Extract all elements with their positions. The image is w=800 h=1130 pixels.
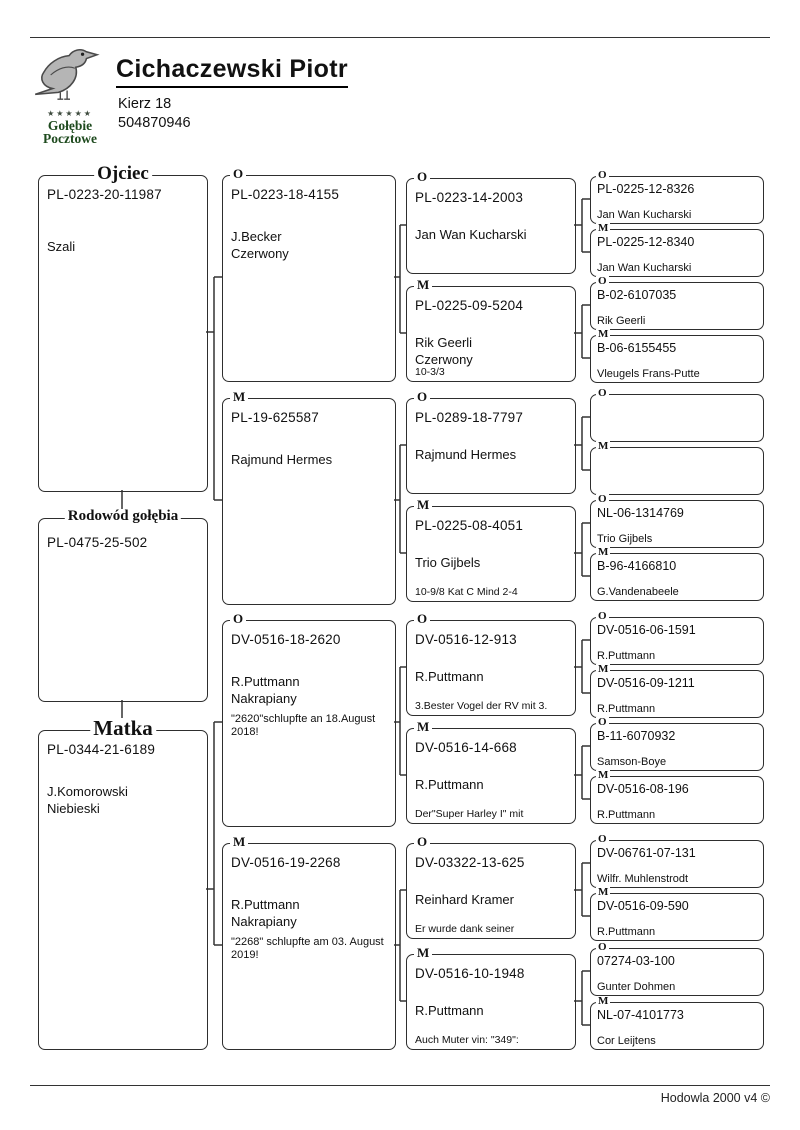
- ring-number: DV-0516-14-668: [415, 740, 517, 755]
- parent-label: M: [598, 663, 609, 675]
- pigeon-icon: [30, 46, 110, 104]
- color-line: Niebieski: [47, 801, 100, 816]
- bird-note: 3.Bester Vogel der RV mit 3.: [415, 700, 548, 712]
- ring-number: NL-07-4101773: [597, 1008, 684, 1022]
- gen3-box-5: [406, 611, 576, 716]
- bird-name: Jan Wan Kucharski: [597, 262, 692, 274]
- bird-name: Wilfr. Muhlenstrodt: [597, 873, 689, 885]
- ring-number: DV-0516-19-2268: [231, 855, 341, 870]
- parent-label: O: [598, 833, 607, 845]
- parent-label: O: [414, 835, 430, 848]
- bird-name: G.Vandenabeele: [597, 586, 679, 598]
- breeder-name-title: Cichaczewski Piotr: [116, 55, 348, 88]
- subject-box: [38, 508, 208, 702]
- parent-label: M: [414, 946, 432, 959]
- bird-line-1: Jan Wan Kucharski: [415, 227, 527, 242]
- ring-number: DV-06761-07-131: [597, 846, 696, 860]
- ring-number: PL-19-625587: [231, 410, 319, 425]
- ring-number: PL-0289-18-7797: [415, 410, 524, 425]
- mother-box: [38, 716, 208, 1050]
- gen3-box-6: [406, 719, 576, 824]
- parent-label: O: [230, 612, 246, 625]
- bird-note: Der"Super Harley I" mit: [415, 808, 524, 820]
- parent-label: O: [414, 612, 430, 625]
- bird-name: Samson-Boye: [597, 756, 667, 768]
- ring-number: B-06-6155455: [597, 341, 677, 355]
- bird-line-1: J.Becker: [231, 229, 282, 244]
- gen4-box-15: [590, 941, 764, 996]
- ring-number: PL-0225-09-5204: [415, 298, 524, 313]
- breeder-address: Kierz 18: [118, 96, 172, 112]
- parent-label: M: [414, 498, 432, 511]
- bird-line-1: Rik Geerli: [415, 335, 473, 350]
- bird-line-1: Trio Gijbels: [415, 555, 481, 570]
- gen3-box-4: [406, 497, 576, 602]
- ring-number: PL-0475-25-502: [47, 535, 148, 550]
- bird-name: Jan Wan Kucharski: [597, 209, 692, 221]
- breeder-line: J.Komorowski: [47, 784, 128, 799]
- gen4-box-7: [590, 493, 764, 548]
- ring-number: NL-06-1314769: [597, 506, 684, 520]
- bird-name: Vleugels Frans-Putte: [597, 368, 700, 380]
- gen4-box-12: [590, 769, 764, 824]
- gen4-box-11: [590, 716, 764, 771]
- parent-label: O: [598, 169, 607, 181]
- footer-divider: [30, 1085, 770, 1086]
- parent-label: M: [598, 222, 609, 234]
- parent-label: O: [598, 387, 607, 399]
- bird-line-1: Rajmund Hermes: [415, 447, 517, 462]
- ring-number: DV-0516-12-913: [415, 632, 517, 647]
- father-box: [38, 163, 208, 492]
- bird-note: 10-3/3: [415, 366, 445, 378]
- club-logo: [26, 46, 114, 145]
- parent-label: M: [598, 995, 609, 1007]
- gen3-box-2: [406, 277, 576, 382]
- parent-label: O: [598, 610, 607, 622]
- gen4-box-10: [590, 663, 764, 718]
- bird-note: Auch Muter vin: "349":: [415, 1034, 519, 1046]
- header-divider: [30, 37, 770, 38]
- logo-word-1: Gołębie: [47, 118, 93, 133]
- ring-number: PL-0223-14-2003: [415, 190, 524, 205]
- parent-label: M: [598, 546, 609, 558]
- parent-label: M: [414, 720, 432, 733]
- gen4-box-13: [590, 833, 764, 888]
- bird-line-1: Rajmund Hermes: [231, 452, 333, 467]
- parent-label: M: [230, 835, 248, 848]
- bird-name: Gunter Dohmen: [597, 981, 676, 993]
- gen4-box-9: [590, 610, 764, 665]
- parent-label: M: [598, 440, 609, 452]
- gen3-box-7: [406, 834, 576, 939]
- bird-name: Cor Leijtens: [597, 1035, 656, 1047]
- gen3-box-1: [406, 169, 576, 274]
- ring-number: B-11-6070932: [597, 729, 676, 743]
- bird-note: 10-9/8 Kat C Mind 2-4: [415, 586, 518, 598]
- mother-label: Matka: [90, 718, 156, 739]
- bird-line-1: R.Puttmann: [231, 897, 300, 912]
- parent-label: M: [414, 278, 432, 291]
- ring-number: DV-0516-10-1948: [415, 966, 525, 981]
- bird-name: R.Puttmann: [597, 703, 656, 715]
- gen2-box-2: [222, 389, 396, 605]
- subject-label: Rodowód gołębia: [65, 509, 181, 524]
- bird-line-1: R.Puttmann: [231, 674, 300, 689]
- gen4-box-3: [590, 275, 764, 330]
- ring-number: DV-0516-18-2620: [231, 632, 341, 647]
- bird-note: "2620"schlupfte an 18.August 2018!: [231, 713, 376, 738]
- bird-line-1: R.Puttmann: [415, 669, 484, 684]
- stars-icon: ★★★★★: [47, 109, 93, 118]
- bird-name: Trio Gijbels: [597, 533, 653, 545]
- parent-label: M: [230, 390, 248, 403]
- bird-name: R.Puttmann: [597, 809, 656, 821]
- ring-number: DV-03322-13-625: [415, 855, 525, 870]
- ring-number: PL-0344-21-6189: [47, 742, 156, 757]
- father-label: Ojciec: [94, 164, 152, 183]
- bird-name: Rik Geerli: [597, 315, 646, 327]
- bird-note: "2268" schlupfte am 03. August 2019!: [231, 936, 384, 961]
- gen4-box-16: [590, 995, 764, 1050]
- gen4-box-5: [590, 387, 764, 442]
- parent-label: O: [230, 167, 246, 180]
- parent-label: O: [598, 275, 607, 287]
- bird-name: R.Puttmann: [597, 926, 656, 938]
- ring-number: DV-0516-08-196: [597, 782, 689, 796]
- gen2-box-3: [222, 611, 396, 827]
- ring-number: DV-0516-09-590: [597, 899, 689, 913]
- ring-number: DV-0516-06-1591: [597, 623, 696, 637]
- parent-label: O: [414, 390, 430, 403]
- bird-line-2: Czerwony: [415, 352, 473, 367]
- parent-label: O: [598, 941, 607, 953]
- ring-number: DV-0516-09-1211: [597, 676, 695, 690]
- bird-line-2: Nakrapiany: [231, 691, 297, 706]
- logo-word-2: Pocztowe: [43, 131, 97, 146]
- ring-number: PL-0223-20-11987: [47, 187, 162, 202]
- bird-line-1: Reinhard Kramer: [415, 892, 514, 907]
- bird-line-2: Czerwony: [231, 246, 289, 261]
- ring-number: 07274-03-100: [597, 954, 675, 968]
- parent-label: O: [598, 493, 607, 505]
- gen3-box-8: [406, 945, 576, 1050]
- bird-line-2: Nakrapiany: [231, 914, 297, 929]
- bird-name: R.Puttmann: [597, 650, 656, 662]
- parent-label: O: [598, 716, 607, 728]
- ring-number: PL-0225-08-4051: [415, 518, 524, 533]
- software-credit: Hodowla 2000 v4 ©: [660, 1091, 770, 1105]
- gen4-box-8: [590, 546, 764, 601]
- gen3-box-3: [406, 389, 576, 494]
- parent-label: O: [414, 170, 430, 183]
- ring-number: PL-0223-18-4155: [231, 187, 340, 202]
- gen2-box-4: [222, 834, 396, 1050]
- gen4-box-2: [590, 222, 764, 277]
- gen2-box-1: [222, 166, 396, 382]
- gen4-box-6: [590, 440, 764, 495]
- parent-label: M: [598, 328, 609, 340]
- ring-number: PL-0225-12-8340: [597, 235, 695, 249]
- parent-label: M: [598, 886, 609, 898]
- parent-label: M: [598, 769, 609, 781]
- ring-number: PL-0225-12-8326: [597, 182, 695, 196]
- gen4-box-1: [590, 169, 764, 224]
- ring-number: B-02-6107035: [597, 288, 677, 302]
- bird-name: Szali: [47, 239, 76, 254]
- bird-note: Er wurde dank seiner: [415, 923, 515, 935]
- bird-line-1: R.Puttmann: [415, 777, 484, 792]
- ring-number: B-96-4166810: [597, 559, 677, 573]
- gen4-box-4: [590, 328, 764, 383]
- gen4-box-14: [590, 886, 764, 941]
- breeder-phone: 504870946: [118, 115, 191, 131]
- bird-line-1: R.Puttmann: [415, 1003, 484, 1018]
